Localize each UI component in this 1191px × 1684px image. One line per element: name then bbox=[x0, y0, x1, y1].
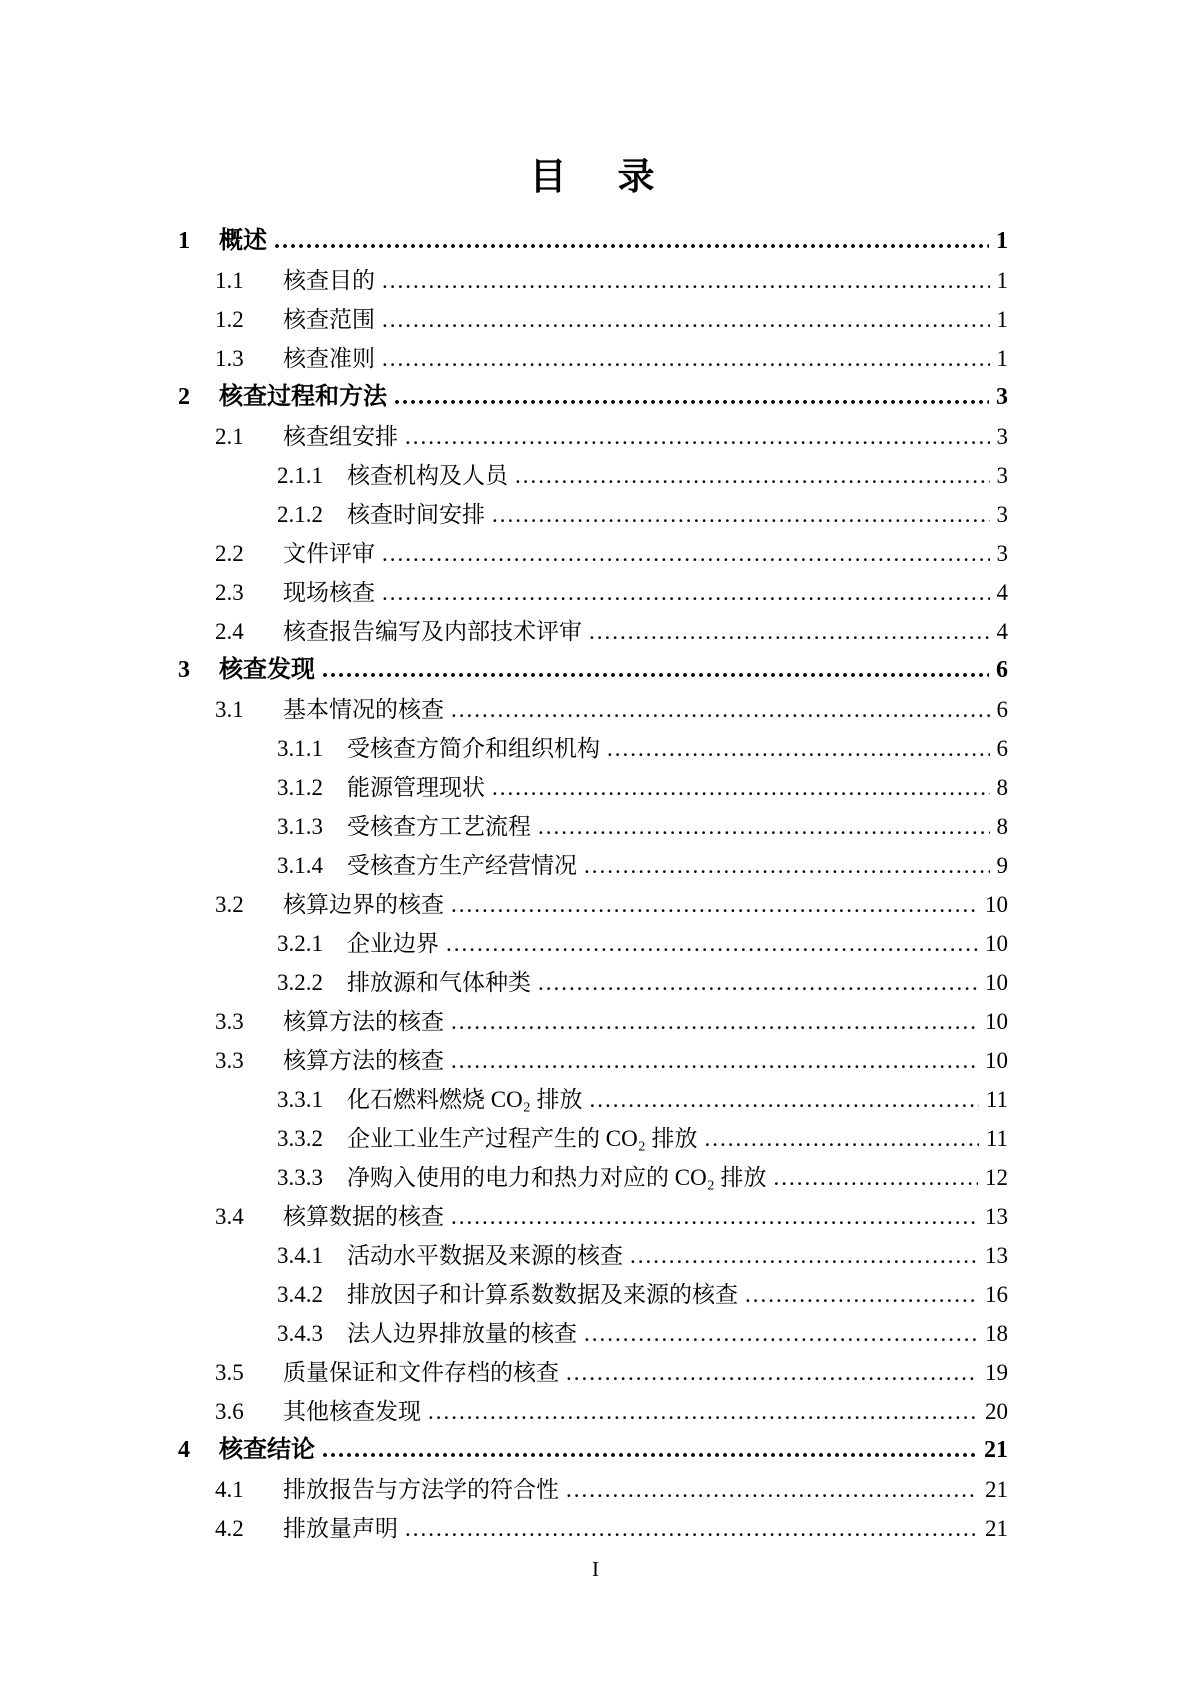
toc-leader-dots bbox=[451, 690, 990, 729]
toc-entry-label: 核查发现 bbox=[219, 657, 315, 683]
toc-entry-page-number: 3 bbox=[996, 463, 1008, 488]
toc-entry-page-number: 10 bbox=[985, 931, 1008, 956]
toc-entry bbox=[178, 300, 1008, 339]
toc-leader-dots bbox=[584, 846, 990, 885]
toc-entry-label: 核算方法的核查 bbox=[283, 1048, 444, 1073]
toc-leader-dots bbox=[745, 1275, 978, 1314]
toc-leader-dots bbox=[451, 1002, 978, 1041]
toc-entry-label: 活动水平数据及来源的核查 bbox=[347, 1243, 623, 1268]
toc-entry-label: 核查报告编写及内部技术评审 bbox=[283, 619, 582, 644]
toc-entry-number: 3.5 bbox=[215, 1360, 244, 1385]
toc-entry-label: 受核查方生产经营情况 bbox=[347, 853, 577, 878]
toc-entry bbox=[178, 339, 1008, 378]
toc-entry-page-number: 4 bbox=[996, 580, 1008, 605]
toc-leader-dots bbox=[382, 339, 990, 378]
toc-entry bbox=[178, 1470, 1008, 1509]
toc-entry bbox=[178, 846, 1008, 885]
toc-leader-dots bbox=[274, 222, 989, 261]
toc-entry-number: 2.4 bbox=[215, 619, 244, 644]
toc-entry bbox=[178, 222, 1008, 261]
toc-entry-number: 3.1 bbox=[215, 697, 244, 722]
toc-entry bbox=[178, 729, 1008, 768]
toc-entry bbox=[178, 1002, 1008, 1041]
toc-entry-page-number: 19 bbox=[985, 1360, 1008, 1385]
toc-entry bbox=[178, 573, 1008, 612]
toc-entry-number: 3.1.1 bbox=[277, 736, 323, 761]
toc-entry-page-number: 3 bbox=[996, 541, 1008, 566]
toc-entry bbox=[178, 1431, 1008, 1470]
toc-entry bbox=[178, 1236, 1008, 1275]
toc-entry-number: 4 bbox=[178, 1437, 190, 1463]
toc-leader-dots bbox=[451, 885, 978, 924]
toc-entry bbox=[178, 456, 1008, 495]
toc-entry-number: 4.2 bbox=[215, 1516, 244, 1541]
toc-entry bbox=[178, 417, 1008, 456]
toc-leader-dots bbox=[382, 261, 990, 300]
toc-entry-page-number: 3 bbox=[996, 424, 1008, 449]
toc-leader-dots bbox=[589, 612, 990, 651]
toc-entry-page-number: 1 bbox=[996, 268, 1008, 293]
toc-entry-label: 净购入使用的电力和热力对应的 CO₂ 排放 bbox=[347, 1165, 767, 1190]
toc-entry-number: 3.3 bbox=[215, 1009, 244, 1034]
toc-entry bbox=[178, 1119, 1008, 1158]
toc-entry-label: 企业工业生产过程产生的 CO₂ 排放 bbox=[347, 1126, 698, 1151]
toc-entry-label: 受核查方简介和组织机构 bbox=[347, 736, 600, 761]
toc-entry-number: 1 bbox=[178, 228, 190, 254]
toc-entry-label: 核算数据的核查 bbox=[283, 1204, 444, 1229]
toc-entry-page-number: 3 bbox=[996, 384, 1008, 410]
toc-entry-label: 核查过程和方法 bbox=[219, 384, 387, 410]
toc-entry-page-number: 8 bbox=[996, 814, 1008, 839]
toc-entry-page-number: 6 bbox=[996, 657, 1008, 683]
toc-entry-label: 基本情况的核查 bbox=[283, 697, 444, 722]
toc-entry-number: 3.3 bbox=[215, 1048, 244, 1073]
toc-entry-label: 核查准则 bbox=[283, 346, 375, 371]
toc-entry-number: 2.1.2 bbox=[277, 502, 323, 527]
toc-leader-dots bbox=[704, 1119, 978, 1158]
toc-entry-page-number: 21 bbox=[985, 1516, 1008, 1541]
toc-entry-number: 3.2 bbox=[215, 892, 244, 917]
toc-entry-page-number: 11 bbox=[985, 1126, 1008, 1151]
toc-entry bbox=[178, 1275, 1008, 1314]
toc-entry-label: 排放量声明 bbox=[283, 1516, 398, 1541]
toc-entry bbox=[178, 1158, 1008, 1197]
toc-entry bbox=[178, 1080, 1008, 1119]
toc-entry bbox=[178, 690, 1008, 729]
toc-leader-dots bbox=[607, 729, 990, 768]
toc-entry-label: 其他核查发现 bbox=[283, 1399, 421, 1424]
toc-entry bbox=[178, 885, 1008, 924]
toc-entry bbox=[178, 495, 1008, 534]
toc-leader-dots bbox=[492, 768, 990, 807]
toc-entry-page-number: 3 bbox=[996, 502, 1008, 527]
toc-entry-page-number: 18 bbox=[985, 1321, 1008, 1346]
toc-entry-page-number: 1 bbox=[996, 346, 1008, 371]
toc-leader-dots bbox=[773, 1158, 978, 1197]
toc-entry-page-number: 10 bbox=[985, 970, 1008, 995]
toc-entry-page-number: 11 bbox=[985, 1087, 1008, 1112]
toc-leader-dots bbox=[492, 495, 990, 534]
toc-leader-dots bbox=[566, 1353, 978, 1392]
toc-entry-label: 核查机构及人员 bbox=[347, 463, 508, 488]
toc-entry-number: 1.1 bbox=[215, 268, 244, 293]
toc-entry-label: 核算方法的核查 bbox=[283, 1009, 444, 1034]
toc-entry bbox=[178, 651, 1008, 690]
toc-entry-page-number: 6 bbox=[996, 736, 1008, 761]
toc-entry-number: 1.2 bbox=[215, 307, 244, 332]
toc-leader-dots bbox=[446, 924, 978, 963]
toc-entry-number: 3.3.2 bbox=[277, 1126, 323, 1151]
toc-entry-number: 3.4 bbox=[215, 1204, 244, 1229]
toc-entry-number: 3.1.4 bbox=[277, 853, 323, 878]
toc-entry-number: 3.6 bbox=[215, 1399, 244, 1424]
toc-entry-page-number: 4 bbox=[996, 619, 1008, 644]
toc-entry-number: 3.1.3 bbox=[277, 814, 323, 839]
toc-entry-number: 2.1.1 bbox=[277, 463, 323, 488]
toc-leader-dots bbox=[405, 1509, 978, 1548]
toc-entry-number: 1.3 bbox=[215, 346, 244, 371]
toc-entry-number: 2.1 bbox=[215, 424, 244, 449]
toc-entry-number: 3.4.2 bbox=[277, 1282, 323, 1307]
toc-entry-page-number: 20 bbox=[985, 1399, 1008, 1424]
toc-entry-label: 排放源和气体种类 bbox=[347, 970, 531, 995]
table-of-contents bbox=[178, 222, 1008, 1548]
toc-entry-page-number: 21 bbox=[985, 1477, 1008, 1502]
toc-leader-dots bbox=[394, 378, 989, 417]
toc-leader-dots bbox=[322, 1431, 977, 1470]
toc-entry-label: 文件评审 bbox=[283, 541, 375, 566]
toc-entry-page-number: 8 bbox=[996, 775, 1008, 800]
toc-entry-label: 法人边界排放量的核查 bbox=[347, 1321, 577, 1346]
toc-entry bbox=[178, 1392, 1008, 1431]
toc-entry bbox=[178, 261, 1008, 300]
toc-leader-dots bbox=[630, 1236, 978, 1275]
toc-leader-dots bbox=[428, 1392, 978, 1431]
toc-entry-label: 核查目的 bbox=[283, 268, 375, 293]
toc-entry-label: 现场核查 bbox=[283, 580, 375, 605]
footer-page-number: I bbox=[592, 1557, 599, 1581]
toc-leader-dots bbox=[382, 300, 990, 339]
toc-entry-label: 核查范围 bbox=[283, 307, 375, 332]
toc-entry-label: 核查组安排 bbox=[283, 424, 398, 449]
toc-leader-dots bbox=[405, 417, 990, 456]
toc-entry-number: 3.2.2 bbox=[277, 970, 323, 995]
toc-leader-dots bbox=[566, 1470, 978, 1509]
toc-entry-number: 2.2 bbox=[215, 541, 244, 566]
toc-entry-label: 质量保证和文件存档的核查 bbox=[283, 1360, 559, 1385]
toc-leader-dots bbox=[382, 534, 990, 573]
toc-entry-page-number: 16 bbox=[985, 1282, 1008, 1307]
toc-entry bbox=[178, 1353, 1008, 1392]
toc-entry bbox=[178, 1041, 1008, 1080]
toc-entry bbox=[178, 1509, 1008, 1548]
toc-entry bbox=[178, 924, 1008, 963]
toc-entry-page-number: 1 bbox=[996, 228, 1008, 254]
toc-entry-page-number: 1 bbox=[996, 307, 1008, 332]
toc-entry-page-number: 10 bbox=[985, 892, 1008, 917]
toc-entry bbox=[178, 534, 1008, 573]
toc-entry bbox=[178, 612, 1008, 651]
toc-entry bbox=[178, 1197, 1008, 1236]
toc-entry-number: 3.4.3 bbox=[277, 1321, 323, 1346]
toc-leader-dots bbox=[451, 1041, 978, 1080]
toc-entry-number: 3.3.3 bbox=[277, 1165, 323, 1190]
toc-entry bbox=[178, 378, 1008, 417]
toc-leader-dots bbox=[589, 1080, 978, 1119]
toc-leader-dots bbox=[538, 807, 990, 846]
toc-leader-dots bbox=[515, 456, 990, 495]
toc-entry-page-number: 21 bbox=[984, 1437, 1008, 1463]
toc-entry-page-number: 13 bbox=[985, 1243, 1008, 1268]
toc-entry-label: 核算边界的核查 bbox=[283, 892, 444, 917]
toc-leader-dots bbox=[322, 651, 989, 690]
toc-leader-dots bbox=[451, 1197, 978, 1236]
toc-entry-page-number: 12 bbox=[985, 1165, 1008, 1190]
toc-leader-dots bbox=[538, 963, 978, 1002]
toc-entry-label: 化石燃料燃烧 CO₂ 排放 bbox=[347, 1087, 583, 1112]
toc-leader-dots bbox=[382, 573, 990, 612]
toc-entry-label: 企业边界 bbox=[347, 931, 439, 956]
toc-entry-page-number: 6 bbox=[996, 697, 1008, 722]
toc-entry-label: 能源管理现状 bbox=[347, 775, 485, 800]
toc-entry-label: 受核查方工艺流程 bbox=[347, 814, 531, 839]
toc-entry-page-number: 13 bbox=[985, 1204, 1008, 1229]
toc-entry-number: 3.4.1 bbox=[277, 1243, 323, 1268]
page-title: 目 录 bbox=[529, 157, 662, 198]
toc-entry-number: 2.3 bbox=[215, 580, 244, 605]
toc-entry bbox=[178, 963, 1008, 1002]
toc-entry-number: 3.2.1 bbox=[277, 931, 323, 956]
toc-entry-label: 核查结论 bbox=[219, 1437, 315, 1463]
toc-entry-label: 核查时间安排 bbox=[347, 502, 485, 527]
toc-entry-page-number: 10 bbox=[985, 1048, 1008, 1073]
toc-entry-number: 4.1 bbox=[215, 1477, 244, 1502]
toc-entry-page-number: 10 bbox=[985, 1009, 1008, 1034]
toc-entry-number: 3.3.1 bbox=[277, 1087, 323, 1112]
toc-entry-page-number: 9 bbox=[996, 853, 1008, 878]
toc-leader-dots bbox=[584, 1314, 978, 1353]
toc-entry-number: 3 bbox=[178, 657, 190, 683]
toc-entry bbox=[178, 807, 1008, 846]
toc-entry-number: 2 bbox=[178, 384, 190, 410]
toc-entry bbox=[178, 768, 1008, 807]
toc-entry-label: 排放因子和计算系数数据及来源的核查 bbox=[347, 1282, 738, 1307]
toc-entry-number: 3.1.2 bbox=[277, 775, 323, 800]
toc-entry-label: 排放报告与方法学的符合性 bbox=[283, 1477, 559, 1502]
toc-entry-label: 概述 bbox=[219, 228, 267, 254]
toc-entry bbox=[178, 1314, 1008, 1353]
